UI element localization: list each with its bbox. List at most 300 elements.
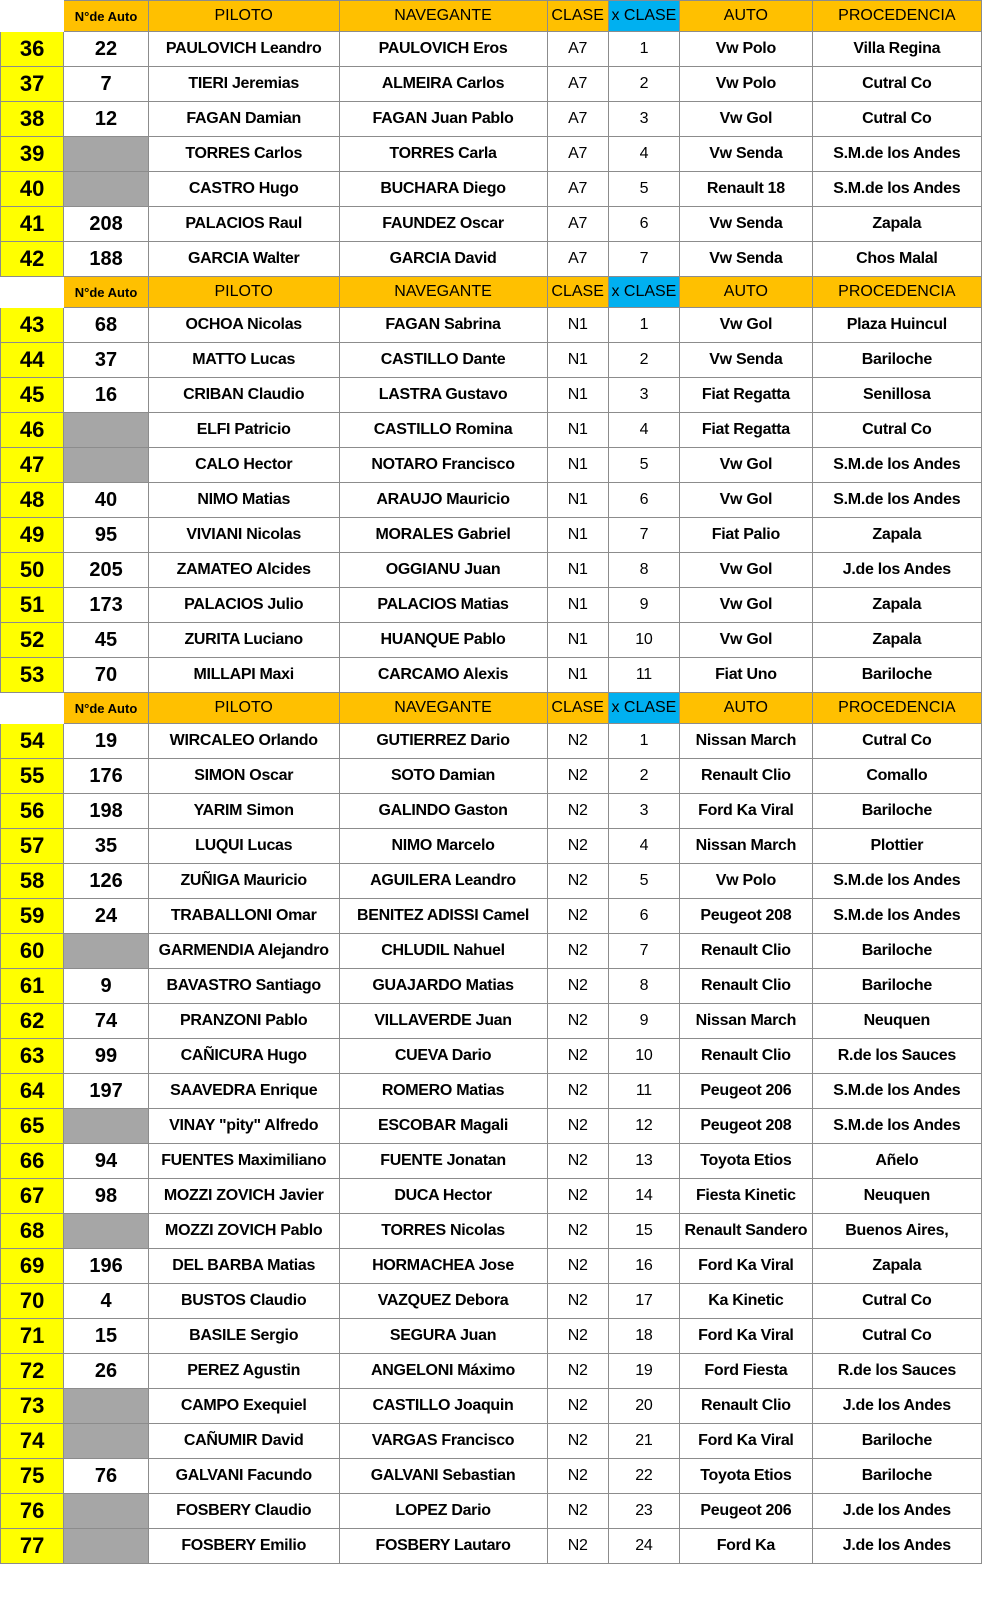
class-cell: A7 — [547, 67, 608, 102]
class-position-cell: 15 — [608, 1214, 679, 1249]
class-cell: A7 — [547, 207, 608, 242]
position-cell: 42 — [1, 242, 64, 277]
origin-cell: R.de los Sauces — [812, 1354, 981, 1389]
car-cell: Vw Gol — [680, 308, 813, 343]
class-position-cell: 20 — [608, 1389, 679, 1424]
section-header-row — [1, 693, 982, 724]
car-number-cell: 15 — [64, 1319, 149, 1354]
navigator-cell: FAGAN Sabrina — [339, 308, 547, 343]
origin-cell: Bariloche — [812, 1459, 981, 1494]
header-origin: PROCEDENCIA — [812, 277, 981, 308]
car-number-cell: 4 — [64, 1284, 149, 1319]
position-cell: 73 — [1, 1389, 64, 1424]
origin-cell: Zapala — [812, 1249, 981, 1284]
pilot-cell: PALACIOS Raul — [148, 207, 339, 242]
car-cell: Vw Senda — [680, 137, 813, 172]
origin-cell: Comallo — [812, 759, 981, 794]
pilot-cell: GARMENDIA Alejandro — [148, 934, 339, 969]
car-number-cell: 37 — [64, 343, 149, 378]
car-number-cell — [64, 413, 149, 448]
car-cell: Peugeot 208 — [680, 899, 813, 934]
car-number-cell: 68 — [64, 308, 149, 343]
car-number-cell: 76 — [64, 1459, 149, 1494]
table-row — [1, 1179, 982, 1214]
navigator-cell: LOPEZ Dario — [339, 1494, 547, 1529]
origin-cell: Neuquen — [812, 1179, 981, 1214]
car-cell: Renault Sandero — [680, 1214, 813, 1249]
car-cell: Vw Senda — [680, 207, 813, 242]
class-cell: N1 — [547, 623, 608, 658]
table-row — [1, 1074, 982, 1109]
position-cell: 45 — [1, 378, 64, 413]
navigator-cell: OGGIANU Juan — [339, 553, 547, 588]
navigator-cell: ARAUJO Mauricio — [339, 483, 547, 518]
navigator-cell: TORRES Nicolas — [339, 1214, 547, 1249]
position-cell: 51 — [1, 588, 64, 623]
navigator-cell: CUEVA Dario — [339, 1039, 547, 1074]
origin-cell: S.M.de los Andes — [812, 899, 981, 934]
class-position-cell: 4 — [608, 413, 679, 448]
pilot-cell: FOSBERY Claudio — [148, 1494, 339, 1529]
class-position-cell: 2 — [608, 67, 679, 102]
navigator-cell: FOSBERY Lautaro — [339, 1529, 547, 1564]
table-row — [1, 413, 982, 448]
class-cell: A7 — [547, 172, 608, 207]
car-cell: Peugeot 206 — [680, 1494, 813, 1529]
class-cell: N1 — [547, 518, 608, 553]
table-row — [1, 308, 982, 343]
car-number-cell: 95 — [64, 518, 149, 553]
table-row — [1, 969, 982, 1004]
class-cell: N2 — [547, 1494, 608, 1529]
pilot-cell: BASILE Sergio — [148, 1319, 339, 1354]
position-cell: 43 — [1, 308, 64, 343]
origin-cell: Buenos Aires, — [812, 1214, 981, 1249]
table-row — [1, 137, 982, 172]
class-cell: N1 — [547, 658, 608, 693]
origin-cell: Bariloche — [812, 1424, 981, 1459]
origin-cell: R.de los Sauces — [812, 1039, 981, 1074]
navigator-cell: NIMO Marcelo — [339, 829, 547, 864]
car-cell: Renault Clio — [680, 934, 813, 969]
table-row — [1, 1284, 982, 1319]
pilot-cell: MOZZI ZOVICH Javier — [148, 1179, 339, 1214]
navigator-cell: HUANQUE Pablo — [339, 623, 547, 658]
class-position-cell: 6 — [608, 207, 679, 242]
header-navigator: NAVEGANTE — [339, 277, 547, 308]
car-number-cell: 40 — [64, 483, 149, 518]
class-position-cell: 3 — [608, 794, 679, 829]
car-cell: Vw Senda — [680, 242, 813, 277]
car-cell: Ford Ka — [680, 1529, 813, 1564]
origin-cell: Cutral Co — [812, 102, 981, 137]
navigator-cell: PAULOVICH Eros — [339, 32, 547, 67]
car-cell: Vw Gol — [680, 448, 813, 483]
car-number-cell: 35 — [64, 829, 149, 864]
table-row — [1, 1004, 982, 1039]
pilot-cell: PEREZ Agustin — [148, 1354, 339, 1389]
class-cell: N2 — [547, 1144, 608, 1179]
navigator-cell: FUENTE Jonatan — [339, 1144, 547, 1179]
table-row — [1, 207, 982, 242]
pilot-cell: NIMO Matias — [148, 483, 339, 518]
car-number-cell — [64, 172, 149, 207]
car-number-cell: 16 — [64, 378, 149, 413]
header-class-position: x CLASE — [608, 277, 679, 308]
navigator-cell: SEGURA Juan — [339, 1319, 547, 1354]
car-cell: Fiat Uno — [680, 658, 813, 693]
navigator-cell: MORALES Gabriel — [339, 518, 547, 553]
origin-cell: Bariloche — [812, 658, 981, 693]
position-cell: 69 — [1, 1249, 64, 1284]
position-cell: 74 — [1, 1424, 64, 1459]
class-position-cell: 17 — [608, 1284, 679, 1319]
class-cell: A7 — [547, 102, 608, 137]
car-number-cell: 22 — [64, 32, 149, 67]
table-row — [1, 759, 982, 794]
car-number-cell — [64, 934, 149, 969]
class-position-cell: 7 — [608, 242, 679, 277]
navigator-cell: DUCA Hector — [339, 1179, 547, 1214]
table-row — [1, 864, 982, 899]
position-cell: 63 — [1, 1039, 64, 1074]
header-navigator: NAVEGANTE — [339, 1, 547, 32]
navigator-cell: ANGELONI Máximo — [339, 1354, 547, 1389]
origin-cell: Villa Regina — [812, 32, 981, 67]
class-cell: N1 — [547, 413, 608, 448]
class-position-cell: 7 — [608, 518, 679, 553]
navigator-cell: CASTILLO Romina — [339, 413, 547, 448]
position-cell: 50 — [1, 553, 64, 588]
pilot-cell: MILLAPI Maxi — [148, 658, 339, 693]
navigator-cell: TORRES Carla — [339, 137, 547, 172]
position-cell: 48 — [1, 483, 64, 518]
class-cell: N2 — [547, 1389, 608, 1424]
car-cell: Vw Polo — [680, 67, 813, 102]
header-class-position: x CLASE — [608, 1, 679, 32]
navigator-cell: CHLUDIL Nahuel — [339, 934, 547, 969]
table-row — [1, 1424, 982, 1459]
pilot-cell: BAVASTRO Santiago — [148, 969, 339, 1004]
position-cell: 36 — [1, 32, 64, 67]
position-cell: 66 — [1, 1144, 64, 1179]
car-cell: Renault Clio — [680, 1389, 813, 1424]
class-position-cell: 19 — [608, 1354, 679, 1389]
pilot-cell: FOSBERY Emilio — [148, 1529, 339, 1564]
class-position-cell: 8 — [608, 553, 679, 588]
table-row — [1, 658, 982, 693]
origin-cell: Bariloche — [812, 343, 981, 378]
car-number-cell: 94 — [64, 1144, 149, 1179]
navigator-cell: VAZQUEZ Debora — [339, 1284, 547, 1319]
car-number-cell: 74 — [64, 1004, 149, 1039]
position-cell: 77 — [1, 1529, 64, 1564]
class-position-cell: 9 — [608, 1004, 679, 1039]
navigator-cell: CARCAMO Alexis — [339, 658, 547, 693]
car-number-cell — [64, 1214, 149, 1249]
pilot-cell: TRABALLONI Omar — [148, 899, 339, 934]
class-position-cell: 5 — [608, 448, 679, 483]
car-number-cell: 19 — [64, 724, 149, 759]
class-cell: A7 — [547, 32, 608, 67]
car-number-cell — [64, 1529, 149, 1564]
class-position-cell: 7 — [608, 934, 679, 969]
car-number-cell: 196 — [64, 1249, 149, 1284]
origin-cell: S.M.de los Andes — [812, 448, 981, 483]
position-cell: 47 — [1, 448, 64, 483]
header-car: AUTO — [680, 1, 813, 32]
car-number-cell: 99 — [64, 1039, 149, 1074]
car-cell: Vw Gol — [680, 483, 813, 518]
origin-cell: Zapala — [812, 588, 981, 623]
car-cell: Vw Gol — [680, 553, 813, 588]
car-number-cell: 176 — [64, 759, 149, 794]
pilot-cell: DEL BARBA Matias — [148, 1249, 339, 1284]
class-cell: N2 — [547, 1354, 608, 1389]
table-row — [1, 1144, 982, 1179]
car-number-cell: 126 — [64, 864, 149, 899]
origin-cell: Zapala — [812, 207, 981, 242]
navigator-cell: CASTILLO Dante — [339, 343, 547, 378]
class-position-cell: 16 — [608, 1249, 679, 1284]
origin-cell: Cutral Co — [812, 67, 981, 102]
origin-cell: S.M.de los Andes — [812, 1074, 981, 1109]
navigator-cell: LASTRA Gustavo — [339, 378, 547, 413]
position-cell: 40 — [1, 172, 64, 207]
table-row — [1, 1109, 982, 1144]
car-cell: Peugeot 206 — [680, 1074, 813, 1109]
class-cell: N2 — [547, 1074, 608, 1109]
navigator-cell: VARGAS Francisco — [339, 1424, 547, 1459]
pilot-cell: LUQUI Lucas — [148, 829, 339, 864]
navigator-cell: ALMEIRA Carlos — [339, 67, 547, 102]
position-cell: 75 — [1, 1459, 64, 1494]
table-row — [1, 934, 982, 969]
table-row — [1, 518, 982, 553]
section-header-row — [1, 277, 982, 308]
origin-cell: Chos Malal — [812, 242, 981, 277]
car-number-cell: 173 — [64, 588, 149, 623]
position-cell: 41 — [1, 207, 64, 242]
pilot-cell: ELFI Patricio — [148, 413, 339, 448]
header-car-number: N°de Auto — [64, 693, 149, 724]
navigator-cell: SOTO Damian — [339, 759, 547, 794]
origin-cell: Bariloche — [812, 794, 981, 829]
car-cell: Renault Clio — [680, 759, 813, 794]
class-position-cell: 18 — [608, 1319, 679, 1354]
class-cell: N2 — [547, 1004, 608, 1039]
table-row — [1, 724, 982, 759]
header-class: CLASE — [547, 1, 608, 32]
origin-cell: Cutral Co — [812, 724, 981, 759]
class-position-cell: 6 — [608, 899, 679, 934]
position-cell: 68 — [1, 1214, 64, 1249]
header-origin: PROCEDENCIA — [812, 693, 981, 724]
position-cell: 60 — [1, 934, 64, 969]
car-number-cell: 12 — [64, 102, 149, 137]
table-row — [1, 1214, 982, 1249]
car-number-cell — [64, 1109, 149, 1144]
position-cell: 71 — [1, 1319, 64, 1354]
position-cell: 52 — [1, 623, 64, 658]
car-cell: Ford Ka Viral — [680, 1424, 813, 1459]
header-pilot: PILOTO — [148, 277, 339, 308]
car-cell: Vw Polo — [680, 864, 813, 899]
pilot-cell: FAGAN Damian — [148, 102, 339, 137]
class-cell: N1 — [547, 448, 608, 483]
class-cell: N2 — [547, 1319, 608, 1354]
navigator-cell: BUCHARA Diego — [339, 172, 547, 207]
origin-cell: Plaza Huincul — [812, 308, 981, 343]
header-blank-cell — [1, 1, 64, 32]
pilot-cell: WIRCALEO Orlando — [148, 724, 339, 759]
table-row — [1, 1494, 982, 1529]
class-cell: N2 — [547, 899, 608, 934]
class-cell: N2 — [547, 1214, 608, 1249]
position-cell: 56 — [1, 794, 64, 829]
pilot-cell: GALVANI Facundo — [148, 1459, 339, 1494]
class-position-cell: 9 — [608, 588, 679, 623]
class-position-cell: 2 — [608, 759, 679, 794]
class-position-cell: 23 — [608, 1494, 679, 1529]
class-cell: N2 — [547, 969, 608, 1004]
car-number-cell — [64, 1424, 149, 1459]
pilot-cell: CAÑUMIR David — [148, 1424, 339, 1459]
position-cell: 76 — [1, 1494, 64, 1529]
table-row — [1, 343, 982, 378]
car-number-cell — [64, 1389, 149, 1424]
header-class-position: x CLASE — [608, 693, 679, 724]
car-number-cell: 24 — [64, 899, 149, 934]
origin-cell: Plottier — [812, 829, 981, 864]
car-number-cell: 197 — [64, 1074, 149, 1109]
table-row — [1, 553, 982, 588]
car-cell: Toyota Etios — [680, 1459, 813, 1494]
class-position-cell: 14 — [608, 1179, 679, 1214]
car-cell: Fiat Regatta — [680, 413, 813, 448]
class-cell: N2 — [547, 864, 608, 899]
car-cell: Ka Kinetic — [680, 1284, 813, 1319]
header-blank-cell — [1, 693, 64, 724]
pilot-cell: MATTO Lucas — [148, 343, 339, 378]
class-position-cell: 1 — [608, 724, 679, 759]
origin-cell: Bariloche — [812, 934, 981, 969]
navigator-cell: VILLAVERDE Juan — [339, 1004, 547, 1039]
position-cell: 58 — [1, 864, 64, 899]
header-origin: PROCEDENCIA — [812, 1, 981, 32]
car-number-cell: 26 — [64, 1354, 149, 1389]
car-cell: Vw Gol — [680, 102, 813, 137]
table-row — [1, 588, 982, 623]
origin-cell: Cutral Co — [812, 413, 981, 448]
table-row — [1, 1249, 982, 1284]
navigator-cell: BENITEZ ADISSI Camel — [339, 899, 547, 934]
position-cell: 59 — [1, 899, 64, 934]
pilot-cell: PRANZONI Pablo — [148, 1004, 339, 1039]
car-cell: Renault Clio — [680, 1039, 813, 1074]
header-car: AUTO — [680, 277, 813, 308]
position-cell: 62 — [1, 1004, 64, 1039]
origin-cell: J.de los Andes — [812, 1494, 981, 1529]
car-cell: Peugeot 208 — [680, 1109, 813, 1144]
header-navigator: NAVEGANTE — [339, 693, 547, 724]
class-position-cell: 12 — [608, 1109, 679, 1144]
car-number-cell: 70 — [64, 658, 149, 693]
car-cell: Fiat Regatta — [680, 378, 813, 413]
position-cell: 39 — [1, 137, 64, 172]
class-position-cell: 11 — [608, 1074, 679, 1109]
class-position-cell: 1 — [608, 308, 679, 343]
position-cell: 46 — [1, 413, 64, 448]
table-row — [1, 623, 982, 658]
pilot-cell: ZAMATEO Alcides — [148, 553, 339, 588]
class-cell: N2 — [547, 1424, 608, 1459]
position-cell: 57 — [1, 829, 64, 864]
navigator-cell: GALVANI Sebastian — [339, 1459, 547, 1494]
car-cell: Ford Ka Viral — [680, 1319, 813, 1354]
class-position-cell: 24 — [608, 1529, 679, 1564]
navigator-cell: GALINDO Gaston — [339, 794, 547, 829]
navigator-cell: ROMERO Matias — [339, 1074, 547, 1109]
car-cell: Vw Gol — [680, 588, 813, 623]
car-cell: Vw Senda — [680, 343, 813, 378]
header-pilot: PILOTO — [148, 1, 339, 32]
pilot-cell: MOZZI ZOVICH Pablo — [148, 1214, 339, 1249]
position-cell: 65 — [1, 1109, 64, 1144]
navigator-cell: CASTILLO Joaquin — [339, 1389, 547, 1424]
pilot-cell: CAÑICURA Hugo — [148, 1039, 339, 1074]
class-position-cell: 13 — [608, 1144, 679, 1179]
class-cell: N2 — [547, 1529, 608, 1564]
car-cell: Nissan March — [680, 829, 813, 864]
navigator-cell: HORMACHEA Jose — [339, 1249, 547, 1284]
car-number-cell: 98 — [64, 1179, 149, 1214]
navigator-cell: GUAJARDO Matias — [339, 969, 547, 1004]
origin-cell: J.de los Andes — [812, 1529, 981, 1564]
class-position-cell: 22 — [608, 1459, 679, 1494]
car-cell: Renault 18 — [680, 172, 813, 207]
pilot-cell: VINAY "pity" Alfredo — [148, 1109, 339, 1144]
class-position-cell: 5 — [608, 172, 679, 207]
car-cell: Nissan March — [680, 724, 813, 759]
pilot-cell: CRIBAN Claudio — [148, 378, 339, 413]
class-position-cell: 3 — [608, 378, 679, 413]
navigator-cell: GARCIA David — [339, 242, 547, 277]
header-car: AUTO — [680, 693, 813, 724]
class-cell: N2 — [547, 1039, 608, 1074]
car-number-cell — [64, 137, 149, 172]
car-number-cell: 208 — [64, 207, 149, 242]
car-cell: Renault Clio — [680, 969, 813, 1004]
class-cell: N2 — [547, 1284, 608, 1319]
position-cell: 70 — [1, 1284, 64, 1319]
header-pilot: PILOTO — [148, 693, 339, 724]
header-blank-cell — [1, 277, 64, 308]
position-cell: 61 — [1, 969, 64, 1004]
position-cell: 49 — [1, 518, 64, 553]
position-cell: 38 — [1, 102, 64, 137]
class-cell: N2 — [547, 724, 608, 759]
car-number-cell — [64, 1494, 149, 1529]
origin-cell: J.de los Andes — [812, 553, 981, 588]
car-number-cell: 45 — [64, 623, 149, 658]
pilot-cell: FUENTES Maximiliano — [148, 1144, 339, 1179]
car-cell: Vw Gol — [680, 623, 813, 658]
class-cell: N1 — [547, 308, 608, 343]
origin-cell: Neuquen — [812, 1004, 981, 1039]
origin-cell: Añelo — [812, 1144, 981, 1179]
class-position-cell: 5 — [608, 864, 679, 899]
